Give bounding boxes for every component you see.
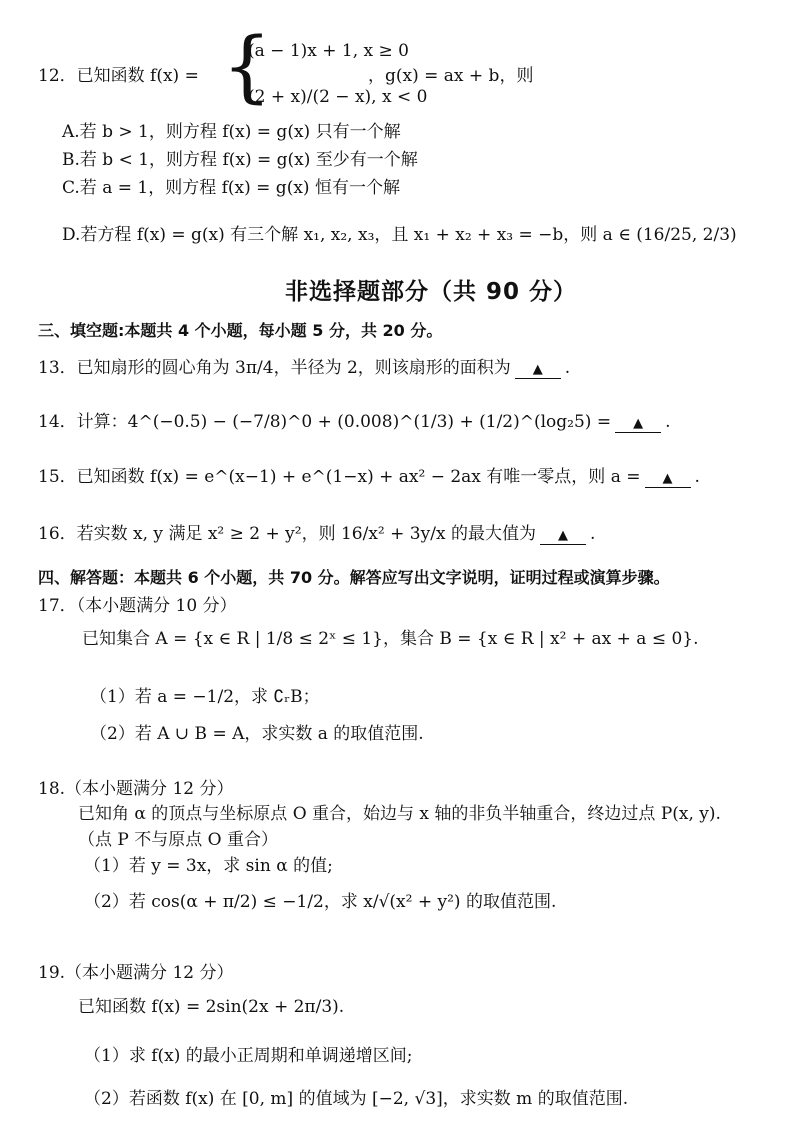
q16-line xyxy=(38,523,595,545)
section3-heading: 三、填空题:本题共 4 个小题，每小题 5 分，共 20 分。 xyxy=(38,321,443,340)
q12-piece-2: (2 + x)/(2 − x), x < 0 xyxy=(248,87,428,107)
q12-option-d: D.若方程 f(x) = g(x) 有三个解 x₁, x₂, x₃，且 x₁ + x₂ + x₃ = −b，则 a ∈ (16/25, 2/3) xyxy=(62,225,737,245)
blank-triangle-icon: ▲ xyxy=(662,471,673,486)
section4-heading: 四、解答题：本题共 6 个小题，共 70 分。解答应写出文字说明，证明过程或演算步骤。 xyxy=(38,568,670,587)
q12-option-a: A.若 b > 1，则方程 f(x) = g(x) 只有一个解 xyxy=(62,122,401,142)
q15-answer-blank[interactable] xyxy=(645,471,691,488)
q19-body: 已知函数 f(x) = 2sin(2x + 2π/3). xyxy=(78,997,345,1017)
q17-part-1: （1）若 a = −1/2，求 ∁ᵣB； xyxy=(90,687,320,707)
q19-part-1: （1）求 f(x) 的最小正周期和单调递增区间; xyxy=(84,1046,413,1066)
q15-period: . xyxy=(694,467,700,487)
piecewise-brace: { xyxy=(222,22,272,112)
q15-text: 15．已知函数 f(x) = e^(x−1) + e^(1−x) + ax² − 2ax 有唯一零点，则 a = xyxy=(38,467,641,487)
q18-part-1: （1）若 y = 3x，求 sin α 的值; xyxy=(84,856,333,876)
q15-line xyxy=(38,466,700,488)
q14-line xyxy=(38,411,671,433)
q14-period: . xyxy=(665,412,671,432)
q13-period: . xyxy=(564,358,571,378)
q16-text: 16．若实数 x, y 满足 x² ≥ 2 + y²，则 16/x² + 3y/x 的最大值为 xyxy=(38,524,536,544)
q19-part-2: （2）若函数 f(x) 在 [0, m] 的值域为 [−2, √3]，求实数 m 的取值范围. xyxy=(84,1089,629,1109)
q18-body-2: （点 P 不与原点 O 重合） xyxy=(78,830,278,850)
q12-piece-1: (a − 1)x + 1, x ≥ 0 xyxy=(248,41,409,61)
q12-option-c: C.若 a = 1，则方程 f(x) = g(x) 恒有一个解 xyxy=(62,178,400,198)
q17-part-2: （2）若 A ∪ B = A，求实数 a 的取值范围. xyxy=(90,724,424,744)
blank-triangle-icon: ▲ xyxy=(532,362,543,377)
q14-text: 14．计算：4^(−0.5) − (−7/8)^0 + (0.008)^(1/3) + (1/2)^(log₂5) = xyxy=(38,412,612,432)
q18-heading: 18.（本小题满分 12 分） xyxy=(38,779,234,799)
blank-triangle-icon: ▲ xyxy=(633,416,644,431)
q17-body: 已知集合 A = {x ∈ R | 1/8 ≤ 2ˣ ≤ 1}，集合 B = {x ∈ R | x² + ax + a ≤ 0}. xyxy=(82,629,699,649)
q16-period: . xyxy=(589,524,596,544)
q19-heading: 19.（本小题满分 12 分） xyxy=(38,963,234,983)
q18-part-2: （2）若 cos(α + π/2) ≤ −1/2，求 x/√(x² + y²) 的取值范围. xyxy=(84,892,557,912)
q17-heading: 17．（本小题满分 10 分） xyxy=(38,596,237,616)
q13-answer-blank[interactable] xyxy=(515,362,561,379)
q12-option-b: B.若 b < 1，则方程 f(x) = g(x) 至少有一个解 xyxy=(62,150,418,170)
part2-title: 非选择题部分（共 90 分） xyxy=(285,279,578,305)
q12-stem-prefix: 12．已知函数 f(x) = xyxy=(38,66,199,86)
q16-answer-blank[interactable] xyxy=(540,528,586,545)
q18-body-1: 已知角 α 的顶点与坐标原点 O 重合，始边与 x 轴的非负半轴重合，终边过点 P(x, y). xyxy=(78,804,721,824)
q13-line xyxy=(38,357,570,379)
blank-triangle-icon: ▲ xyxy=(557,528,568,543)
q14-answer-blank[interactable] xyxy=(615,416,661,433)
q12-stem-suffix: ，g(x) = ax + b，则 xyxy=(368,66,534,86)
q13-text: 13．已知扇形的圆心角为 3π/4，半径为 2，则该扇形的面积为 xyxy=(38,358,511,378)
